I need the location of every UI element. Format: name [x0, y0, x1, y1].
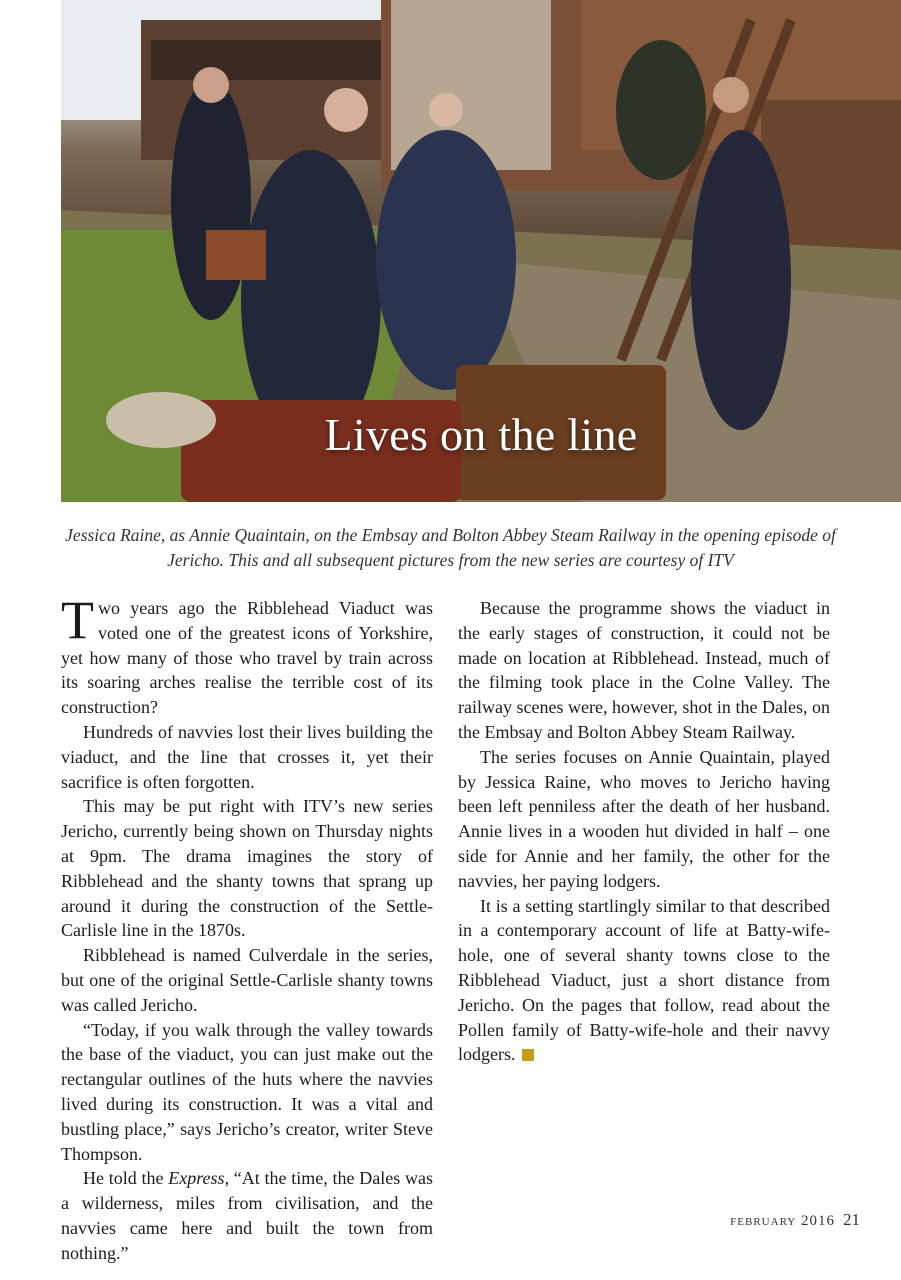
article-paragraph: He told the Express, “At the time, the Dales was a wilderness, miles from civilisation, and the navvies came here and built the town from nothing.” — [61, 1168, 433, 1263]
page-number: 21 — [843, 1210, 860, 1229]
feature-title: Lives on the line — [324, 409, 638, 460]
article-paragraph: It is a setting startlingly similar to that described in a contemporary account of life at Batty-wife-hole, one of several shanty towns close to the Ribblehead Viaduct, just a short distance from Jericho. On the pages that follow, read about the Pollen family of Batty-wife-hole and their navvy lodgers. — [458, 895, 830, 1065]
page-footer — [730, 1210, 860, 1230]
article-paragraph: This may be put right with ITV’s new series Jericho, currently being shown on Thursday nights at 9pm. The drama imagines the story of Ribblehead and the shanty towns that sprang up around it during the construction of the Settle-Carlisle line in the 1870s. — [61, 796, 433, 941]
article-paragraph: The series focuses on Annie Quaintain, played by Jessica Raine, who moves to Jericho having been left penniless after the death of her husband. Annie lives in a wooden hut divided in half – one side for Annie and her family, the other for the navvies, her paying lodgers. — [458, 746, 830, 891]
article-paragraph: Two years ago the Ribblehead Viaduct was voted one of the greatest icons of Yorkshire, yet how many of those who travel by train across its soaring arches realise the terrible cost of its construction? — [61, 590, 433, 718]
article-paragraph: Ribblehead is named Culverdale in the series, but one of the original Settle-Carlisle shanty towns was called Jericho. — [61, 945, 433, 1015]
article-paragraph: Because the programme shows the viaduct in the early stages of construction, it could not be made on location at Ribblehead. Instead, much of the filming took place in the Colne Valley. The railway scenes were, however, shot in the Dales, on the Embsay and Bolton Abbey Steam Railway. — [458, 598, 830, 742]
article-paragraph: “Today, if you walk through the valley towards the base of the viaduct, you can just make out the rectangular outlines of the huts where the navvies lived during its construction. It was a vital and bustling place,” says Jericho’s creator, writer Steve Thompson. — [61, 1019, 433, 1164]
photo-caption: Jessica Raine, as Annie Quaintain, on the Embsay and Bolton Abbey Steam Railway in the opening episode of Jericho. This and all subsequent pictures from the new series are courtesy of ITV — [65, 525, 836, 570]
hero-photo — [61, 0, 901, 502]
publication-name: Express — [168, 1168, 225, 1189]
end-mark-icon — [522, 1049, 534, 1061]
drop-cap: T — [61, 590, 94, 650]
article-column-right — [458, 596, 830, 1067]
article-paragraph: Hundreds of navvies lost their lives building the viaduct, and the line that crosses it, yet their sacrifice is often forgotten. — [61, 721, 433, 792]
issue-date: february 2016 — [730, 1213, 835, 1229]
article-column-left — [61, 590, 433, 1266]
